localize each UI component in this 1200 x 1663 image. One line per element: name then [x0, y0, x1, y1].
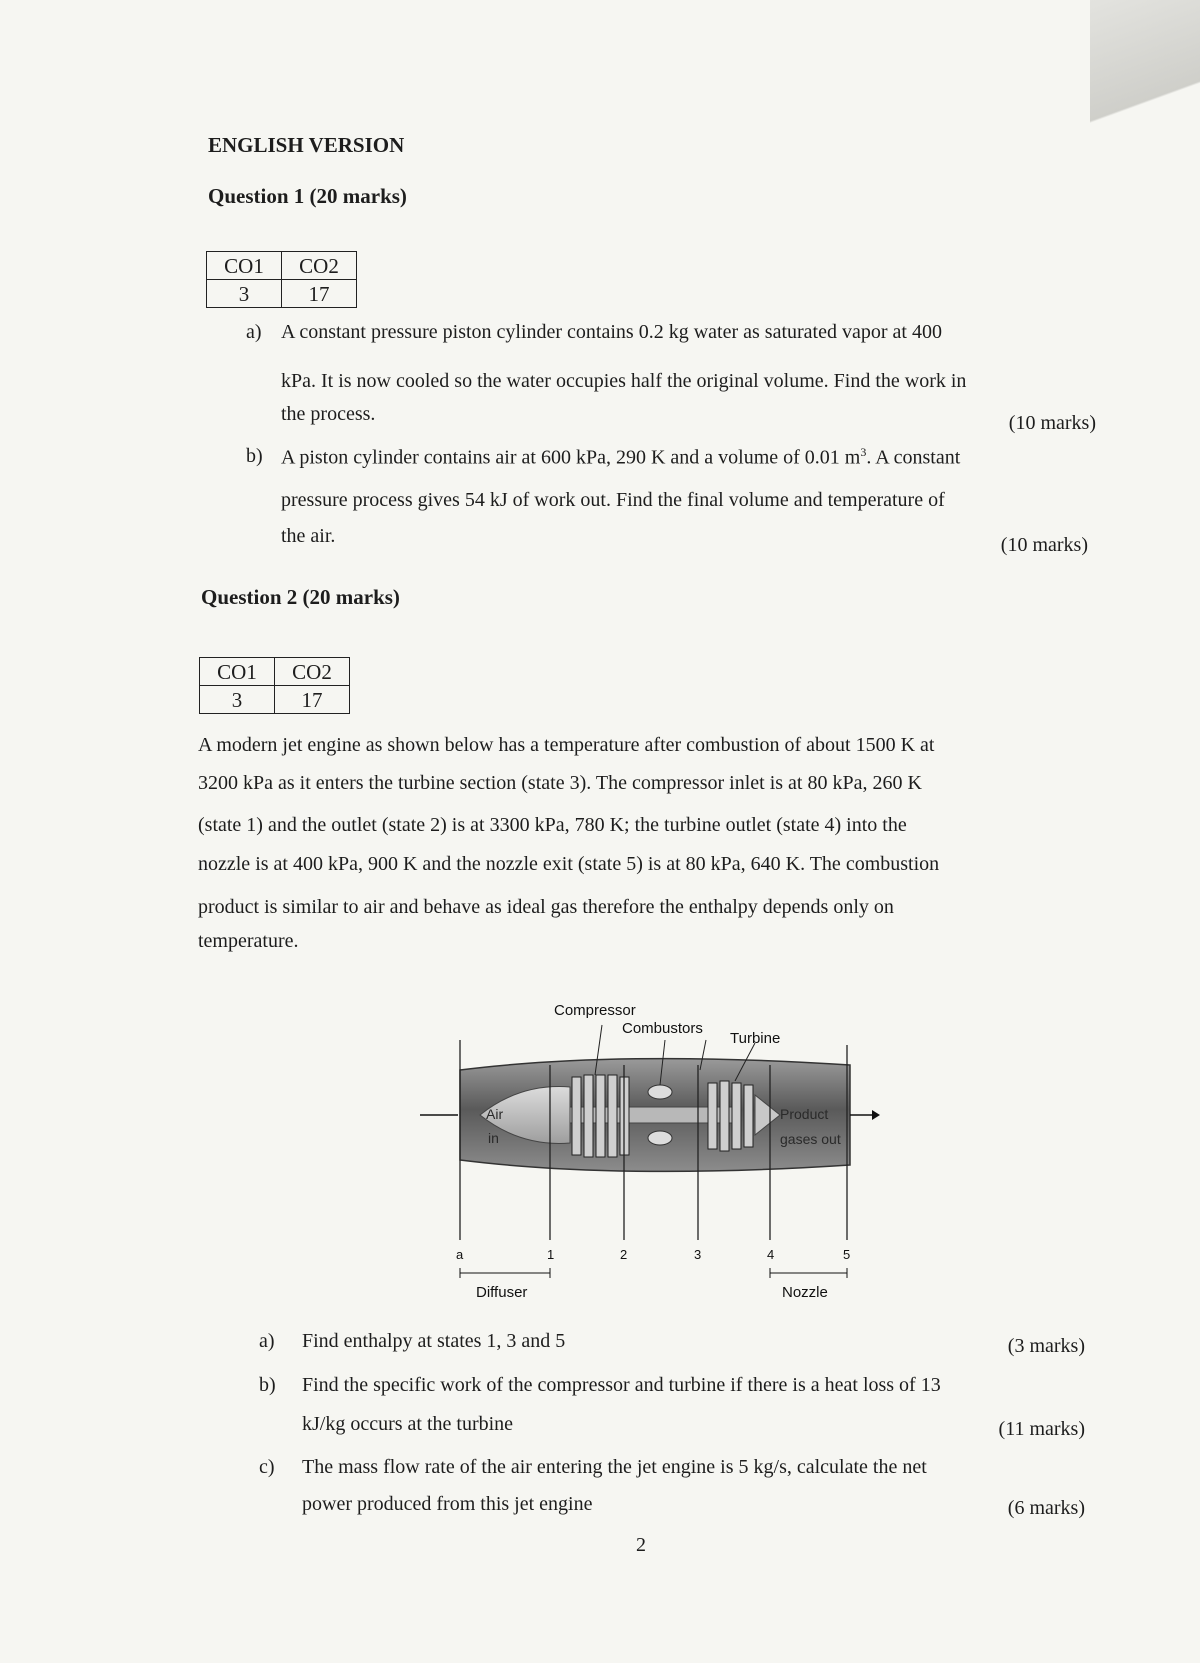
q2-part-a-line: Find enthalpy at states 1, 3 and 5 — [302, 1330, 566, 1352]
q2-part-b-label: b) — [259, 1374, 276, 1396]
q1-part-a-label: a) — [246, 321, 262, 343]
q2-intro-line: 3200 kPa as it enters the turbine section (state 3). The compressor inlet is at 80 kPa, 260 K — [198, 772, 922, 794]
label-product: Product — [780, 1106, 829, 1122]
q2-part-c-marks: (6 marks) — [1007, 1497, 1085, 1519]
q2-part-a-label: a) — [259, 1330, 275, 1352]
q2-part-b-line: kJ/kg occurs at the turbine — [302, 1413, 514, 1435]
page-corner-shadow — [1090, 0, 1200, 180]
co-header: CO2 — [282, 252, 357, 280]
label-diffuser: Diffuser — [476, 1284, 528, 1301]
q1-part-b-line: pressure process gives 54 kJ of work out. Find the final volume and temperature of — [281, 489, 945, 511]
diffuser-dimension — [460, 1268, 550, 1278]
label-combustors: Combustors — [622, 1020, 703, 1037]
q1-part-b-line: A piston cylinder contains air at 600 kPa, 290 K and a volume of 0.01 $m^3$. A constant — [281, 445, 961, 469]
label-turbine: Turbine — [730, 1030, 781, 1047]
co-value: 17 — [282, 280, 357, 308]
gases-out-arrowhead — [872, 1110, 880, 1120]
q1-part-b-line: the air. — [281, 525, 336, 547]
q2-intro-line: product is similar to air and behave as ideal gas therefore the enthalpy depends only on — [198, 896, 894, 918]
label-air: Air — [486, 1106, 504, 1122]
q2-intro-line: nozzle is at 400 kPa, 900 K and the nozzle exit (state 5) is at 80 kPa, 640 K. The combustion — [198, 853, 940, 875]
q1-part-a-line: the process. — [281, 403, 376, 425]
q2-intro-line: (state 1) and the outlet (state 2) is at 3300 kPa, 780 K; the turbine outlet (state 4) into the — [198, 814, 907, 836]
q1-part-b-label: b) — [246, 445, 263, 467]
q2-part-c-label: c) — [259, 1456, 275, 1478]
q1-part-a-marks: (10 marks) — [1008, 412, 1096, 434]
question-1-title: Question 1 (20 marks) — [208, 184, 407, 208]
label-compressor: Compressor — [554, 1002, 636, 1019]
q2-part-c-line: power produced from this jet engine — [302, 1493, 593, 1515]
station-label: 5 — [843, 1247, 851, 1262]
station-label: a — [456, 1247, 464, 1262]
q1-part-b-marks: (10 marks) — [1000, 534, 1088, 556]
q2-intro-line: A modern jet engine as shown below has a temperature after combustion of about 1500 K at — [198, 734, 935, 756]
q2-part-b-line: Find the specific work of the compressor and turbine if there is a heat loss of 13 — [302, 1374, 941, 1396]
co-header: CO1 — [200, 658, 275, 686]
q2-co-table — [199, 657, 350, 714]
q2-intro-line: temperature. — [198, 930, 299, 952]
station-label: 1 — [547, 1247, 555, 1262]
jet-engine-diagram — [420, 995, 880, 1315]
question-2-title: Question 2 (20 marks) — [201, 585, 400, 609]
compressor-blades — [572, 1075, 629, 1157]
co-value: 3 — [207, 280, 282, 308]
station-label: 3 — [694, 1247, 702, 1262]
co-value: 17 — [275, 686, 350, 714]
document-title: ENGLISH VERSION — [208, 133, 405, 157]
co-value: 3 — [200, 686, 275, 714]
label-in: in — [488, 1130, 499, 1146]
co-header: CO2 — [275, 658, 350, 686]
co-header: CO1 — [207, 252, 282, 280]
q1-co-table — [206, 251, 357, 308]
page-number: 2 — [636, 1534, 646, 1556]
station-label: 4 — [767, 1247, 775, 1262]
label-nozzle: Nozzle — [782, 1284, 828, 1301]
q1-part-a-line: A constant pressure piston cylinder contains 0.2 kg water as saturated vapor at 400 — [281, 321, 942, 343]
label-gases-out: gases out — [780, 1131, 841, 1147]
q2-part-c-line: The mass flow rate of the air entering the jet engine is 5 kg/s, calculate the net — [302, 1456, 927, 1478]
q2-part-a-marks: (3 marks) — [1007, 1335, 1085, 1357]
nozzle-dimension — [770, 1268, 847, 1278]
q1-part-a-line: kPa. It is now cooled so the water occupies half the original volume. Find the work in — [281, 370, 967, 392]
q2-part-b-marks: (11 marks) — [998, 1418, 1085, 1440]
station-label: 2 — [620, 1247, 628, 1262]
